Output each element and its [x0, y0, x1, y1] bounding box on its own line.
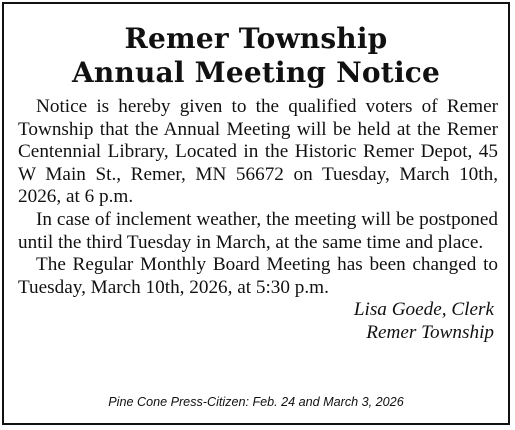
notice-paragraph-meeting-details: Notice is hereby given to the qualified voters of Remer Township that the Annual Meeting will be held at the Remer Centennial Library, Located in the Historic Remer Depot, 45 W Main St., Remer, MN 56672 on Tuesday, March 10th, 2026, at 6 p.m.	[18, 96, 498, 208]
signature-organization: Remer Township	[366, 321, 494, 343]
publication-info: Pine Cone Press-Citizen: Feb. 24 and March 3, 2026	[108, 395, 404, 409]
notice-paragraph-weather: In case of inclement weather, the meeting will be postponed until the third Tuesday in March, at the same time and place.	[18, 208, 498, 253]
signature-name: Lisa Goede, Clerk	[353, 299, 494, 321]
notice-title-township: Remer Township	[124, 22, 388, 55]
legal-notice-box	[2, 2, 510, 425]
notice-title-meeting: Annual Meeting Notice	[71, 56, 441, 89]
notice-paragraph-board-meeting: The Regular Monthly Board Meeting has been changed to Tuesday, March 10th, 2026, at 5:30 p.m.	[18, 254, 498, 298]
notice-body	[18, 96, 498, 345]
